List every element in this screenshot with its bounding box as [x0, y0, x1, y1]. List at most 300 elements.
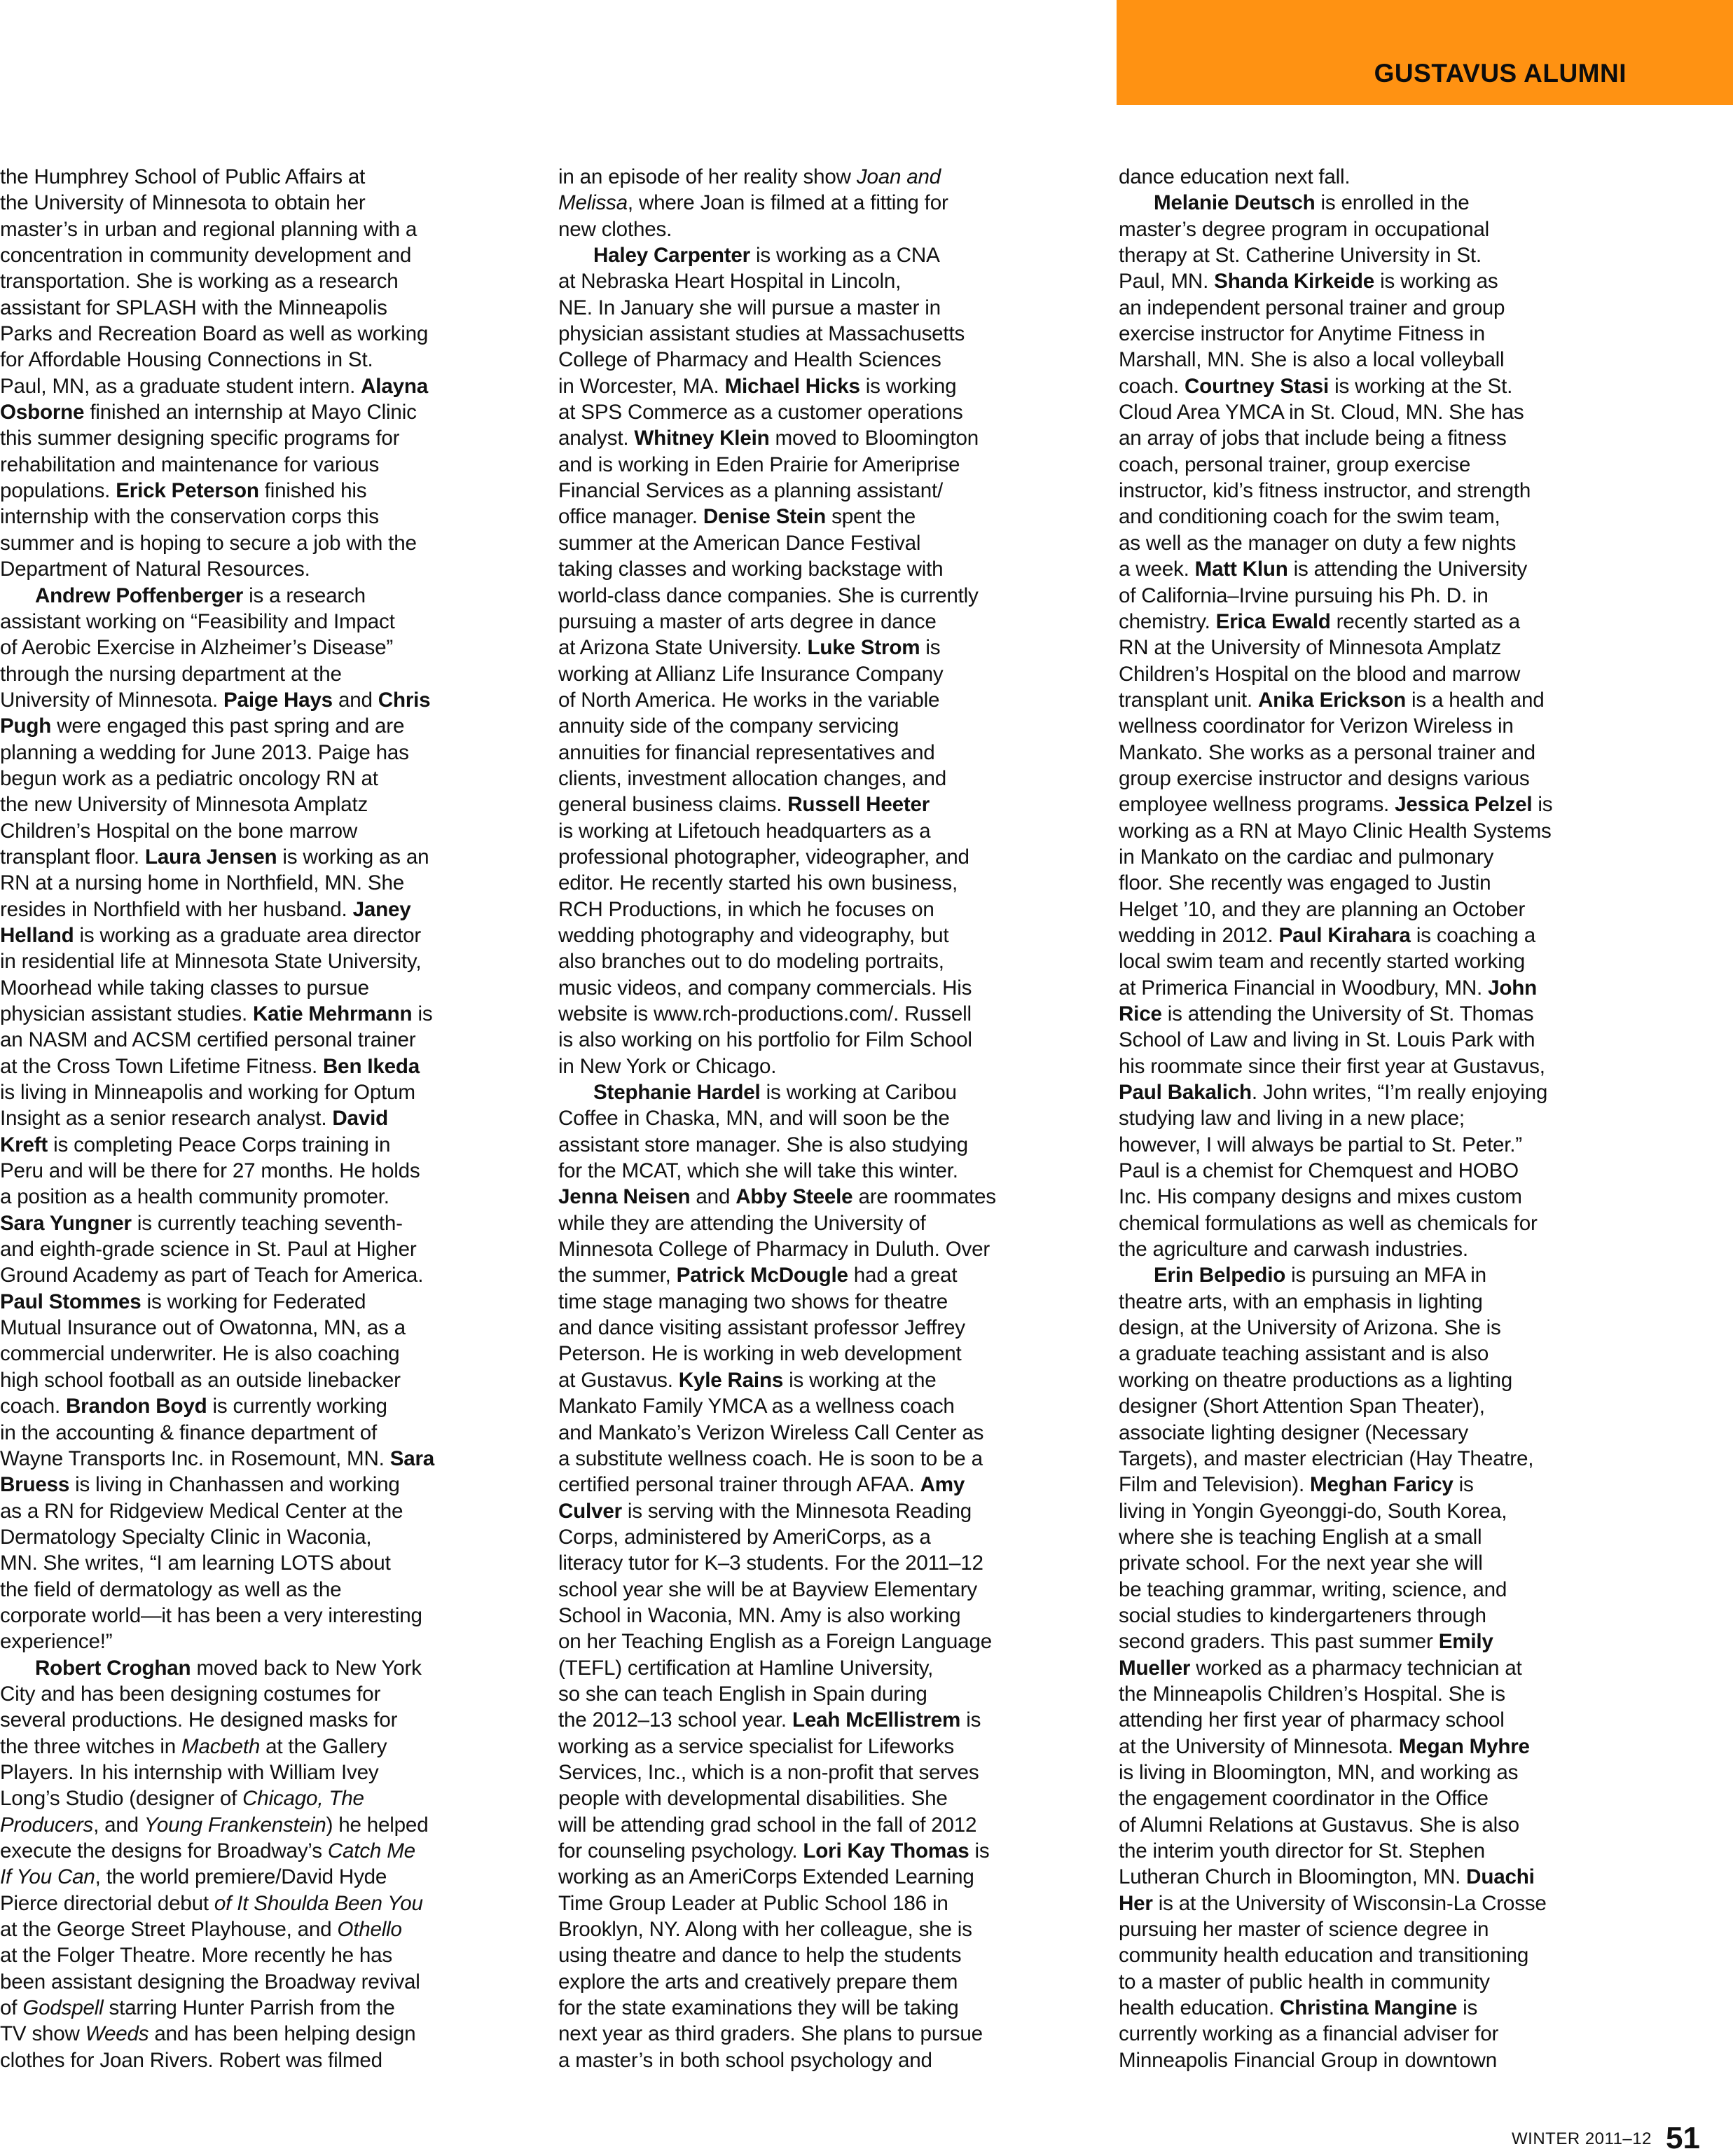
- text-line: [0, 661, 518, 687]
- text-line: [1119, 1734, 1637, 1760]
- text-run: is: [412, 1002, 433, 1025]
- text-line: [1119, 1315, 1637, 1341]
- text-run: the field of dermatology as well as the: [0, 1577, 342, 1601]
- text-run: as a RN for Ridgeview Medical Center at the: [0, 1499, 403, 1523]
- text-line: [1119, 1655, 1637, 1681]
- text-run: at Nebraska Heart Hospital in Lincoln,: [558, 270, 902, 293]
- work-title: Godspell: [22, 1996, 104, 2020]
- text-run: moved to Bloomington: [769, 427, 979, 450]
- text-line: [558, 1393, 1077, 1419]
- text-run: where she is teaching English at a small: [1119, 1525, 1482, 1549]
- text-line: [558, 504, 1077, 530]
- text-run: is attending the University: [1287, 558, 1528, 581]
- text-line: [1119, 1942, 1637, 1968]
- text-run: a substitute wellness coach. He is soon to be a: [558, 1446, 983, 1470]
- text-line: [558, 1053, 1077, 1079]
- text-line: [0, 1132, 518, 1158]
- text-run: in Worcester, MA.: [558, 374, 725, 398]
- text-run: this summer designing specific programs for: [0, 427, 400, 450]
- text-line: [1119, 713, 1637, 739]
- text-line: [1119, 1969, 1637, 1995]
- text-run: had a great: [848, 1264, 958, 1287]
- text-line: [0, 1236, 518, 1262]
- text-run: Brooklyn, NY. Along with her colleague, she is: [558, 1918, 972, 1942]
- alumni-name: Meghan Faricy: [1310, 1473, 1454, 1497]
- text-run: will be attending grad school in the fall of 2012: [558, 1813, 977, 1837]
- alumni-name: Pugh: [0, 714, 52, 738]
- text-run: group exercise instructor and designs various: [1119, 766, 1530, 790]
- text-run: Paul is a chemist for Chemquest and HOBO: [1119, 1159, 1519, 1183]
- text-run: in residential life at Minnesota State University,: [0, 950, 422, 974]
- text-run: for counseling psychology.: [558, 1839, 803, 1863]
- text-line: [0, 242, 518, 268]
- text-line: [1119, 268, 1637, 294]
- article-column-3: [1119, 164, 1637, 2073]
- text-line: [558, 1498, 1077, 1524]
- text-run: transplant floor.: [0, 845, 145, 869]
- paragraph-start-line: [0, 1655, 518, 1681]
- paragraph-start-line: [1119, 190, 1637, 216]
- text-run: at the Folger Theatre. More recently he has: [0, 1944, 393, 1968]
- text-line: [558, 164, 1077, 190]
- text-run: a master’s in both school psychology and: [558, 2048, 932, 2072]
- text-line: [0, 1027, 518, 1053]
- alumni-name: David: [332, 1107, 388, 1131]
- text-line: [0, 1498, 518, 1524]
- alumni-name: Abby Steele: [736, 1185, 853, 1209]
- text-line: [0, 870, 518, 896]
- text-line: [0, 740, 518, 766]
- alumni-name: Laura Jensen: [144, 845, 277, 869]
- text-line: [1119, 295, 1637, 321]
- text-line: [1119, 635, 1637, 661]
- text-run: working as a RN at Mayo Clinic Health Systems: [1119, 819, 1552, 843]
- article-column-2: [558, 164, 1077, 2073]
- text-line: [1119, 1053, 1637, 1079]
- text-line: [558, 1838, 1077, 1864]
- text-line: [0, 1942, 518, 1968]
- text-line: [0, 1315, 518, 1341]
- text-line: [558, 1864, 1077, 1890]
- text-line: [0, 635, 518, 661]
- text-run: high school football as an outside linebacker: [0, 1368, 401, 1392]
- text-run: currently working as a financial adviser for: [1119, 2022, 1499, 2046]
- text-line: [0, 478, 518, 504]
- page-number: 51: [1666, 2121, 1700, 2155]
- text-run: of North America. He works in the variable: [558, 688, 940, 712]
- text-run: is working at the: [783, 1368, 937, 1392]
- text-run: working on theatre productions as a lighting: [1119, 1368, 1513, 1392]
- text-run: a week.: [1119, 558, 1195, 581]
- alumni-name: Emily: [1438, 1630, 1493, 1654]
- text-run: the 2012–13 school year.: [558, 1708, 792, 1732]
- text-line: [558, 1655, 1077, 1681]
- alumni-name: Leah McEllistrem: [792, 1708, 961, 1732]
- text-run: spent the: [826, 505, 916, 529]
- text-line: [0, 609, 518, 635]
- text-run: the interim youth director for St. Stephen: [1119, 1839, 1485, 1863]
- alumni-name: Erin Belpedio: [1154, 1264, 1286, 1287]
- text-run: finished his: [258, 479, 367, 503]
- text-line: [558, 1158, 1077, 1184]
- text-run: Corps, administered by AmeriCorps, as a: [558, 1525, 931, 1549]
- text-run: , and: [93, 1813, 144, 1837]
- text-run: literacy tutor for K–3 students. For the 2011–12: [558, 1552, 983, 1575]
- text-line: [0, 1707, 518, 1733]
- text-run: chemical formulations as well as chemicals for: [1119, 1211, 1538, 1235]
- text-line: [558, 844, 1077, 870]
- text-line: [1119, 2047, 1637, 2073]
- text-run: several productions. He designed masks for: [0, 1708, 398, 1732]
- text-run: is working as an: [277, 845, 429, 869]
- text-run: annuities for financial representatives and: [558, 740, 935, 764]
- text-line: [558, 609, 1077, 635]
- text-run: private school. For the next year she will: [1119, 1552, 1483, 1575]
- text-line: [558, 1367, 1077, 1393]
- text-line: [0, 713, 518, 739]
- work-title: Catch Me: [327, 1839, 415, 1863]
- text-run: is also working on his portfolio for Film School: [558, 1028, 972, 1052]
- text-run: is working as: [1374, 270, 1498, 293]
- text-line: [1119, 870, 1637, 896]
- text-run: clients, investment allocation changes, and: [558, 766, 947, 790]
- text-line: [0, 164, 518, 190]
- text-line: [0, 897, 518, 922]
- alumni-name: Lori Kay Thomas: [803, 1839, 969, 1863]
- text-line: [1119, 609, 1637, 635]
- text-line: [1119, 1184, 1637, 1210]
- text-run: world-class dance companies. She is currently: [558, 583, 979, 607]
- text-line: [558, 2021, 1077, 2047]
- text-run: an NASM and ACSM certified personal trainer: [0, 1028, 416, 1052]
- text-line: [558, 661, 1077, 687]
- text-line: [558, 1446, 1077, 1472]
- text-line: [0, 1184, 518, 1210]
- text-run: finished an internship at Mayo Clinic: [84, 401, 417, 424]
- text-line: [1119, 530, 1637, 556]
- alumni-name: Courtney Stasi: [1185, 374, 1330, 398]
- text-line: [558, 1916, 1077, 1942]
- text-line: [0, 1001, 518, 1027]
- text-line: [558, 1524, 1077, 1550]
- text-line: [0, 1785, 518, 1811]
- text-run: worked as a pharmacy technician at: [1190, 1656, 1522, 1680]
- text-line: [558, 1942, 1077, 1968]
- text-run: general business claims.: [558, 793, 788, 817]
- text-run: is living in Minneapolis and working for Optum: [0, 1081, 415, 1105]
- text-line: [0, 792, 518, 817]
- text-run: physician assistant studies.: [0, 1002, 254, 1025]
- text-line: [0, 1210, 518, 1236]
- text-line: [558, 740, 1077, 766]
- text-line: [1119, 1132, 1637, 1158]
- text-line: [558, 399, 1077, 425]
- text-line: [0, 556, 518, 582]
- text-line: [558, 948, 1077, 974]
- alumni-name: Melanie Deutsch: [1154, 191, 1316, 215]
- alumni-name: Katie Mehrmann: [253, 1002, 413, 1025]
- alumni-name: Ben Ikeda: [323, 1054, 420, 1078]
- text-run: planning a wedding for June 2013. Paige has: [0, 740, 409, 764]
- alumni-name: Haley Carpenter: [593, 244, 750, 268]
- text-run: office manager.: [558, 505, 703, 529]
- text-run: editor. He recently started his own business,: [558, 871, 958, 895]
- text-run: , where Joan is filmed at a fitting for: [627, 191, 948, 215]
- text-run: his roommate since their first year at Gustavus,: [1119, 1054, 1545, 1078]
- text-run: is completing Peace Corps training in: [48, 1133, 391, 1156]
- text-run: of Aerobic Exercise in Alzheimer’s Disease”: [0, 636, 394, 660]
- text-line: [0, 321, 518, 347]
- text-line: [0, 425, 518, 451]
- text-run: for the MCAT, which she will take this winter.: [558, 1159, 958, 1183]
- text-run: Children’s Hospital on the blood and marrow: [1119, 662, 1521, 686]
- text-line: [558, 766, 1077, 792]
- text-line: [1119, 1341, 1637, 1367]
- text-run: is attending the University of St. Thomas: [1161, 1002, 1534, 1025]
- alumni-name: Jenna Neisen: [558, 1185, 691, 1209]
- text-run: the Humphrey School of Public Affairs at: [0, 165, 366, 188]
- text-run: school year she will be at Bayview Elementary: [558, 1577, 977, 1601]
- text-run: is at the University of Wisconsin-La Crosse: [1152, 1891, 1547, 1915]
- text-run: design, at the University of Arizona. She is: [1119, 1316, 1501, 1340]
- text-line: [0, 1838, 518, 1864]
- text-run: new clothes.: [558, 217, 672, 241]
- paragraph-start-line: [1119, 1262, 1637, 1288]
- text-line: [558, 1995, 1077, 2021]
- alumni-name: Michael Hicks: [724, 374, 860, 398]
- text-run: Ground Academy as part of Teach for America.: [0, 1264, 424, 1287]
- text-line: [0, 1053, 518, 1079]
- text-line: [1119, 897, 1637, 922]
- text-line: [1119, 1446, 1637, 1472]
- text-run: is working at Lifetouch headquarters as a: [558, 819, 931, 843]
- text-run: and conditioning coach for the swim team,: [1119, 505, 1500, 529]
- alumni-name: Erick Peterson: [116, 479, 259, 503]
- text-run: working as a service specialist for Lifeworks: [558, 1734, 955, 1758]
- text-line: [1119, 1995, 1637, 2021]
- section-header-bar: [1117, 0, 1733, 105]
- text-line: [1119, 844, 1637, 870]
- text-run: Moorhead while taking classes to pursue: [0, 976, 369, 1000]
- alumni-name: Osborne: [0, 401, 85, 424]
- text-line: [1119, 1760, 1637, 1785]
- text-line: [558, 1681, 1077, 1707]
- text-run: TV show: [0, 2022, 85, 2046]
- text-run: the engagement coordinator in the Office: [1119, 1787, 1489, 1811]
- text-run: for Affordable Housing Connections in St.: [0, 348, 373, 372]
- text-line: [0, 347, 518, 373]
- text-run: coach, personal trainer, group exercise: [1119, 452, 1471, 476]
- alumni-name: Helland: [0, 923, 74, 947]
- alumni-name: Erica Ewald: [1215, 609, 1331, 633]
- text-line: [0, 1079, 518, 1105]
- text-run: transportation. She is working as a research: [0, 270, 399, 293]
- text-run: at Primerica Financial in Woodbury, MN.: [1119, 976, 1489, 1000]
- text-run: begun work as a pediatric oncology RN at: [0, 766, 378, 790]
- text-line: [1119, 1079, 1637, 1105]
- alumni-name: Janey: [352, 897, 411, 921]
- text-line: [1119, 1001, 1637, 1027]
- text-line: [0, 1891, 518, 1916]
- text-run: assistant store manager. She is also studying: [558, 1133, 968, 1156]
- text-run: master’s degree program in occupational: [1119, 217, 1490, 241]
- text-line: [0, 1864, 518, 1890]
- text-run: execute the designs for Broadway’s: [0, 1839, 328, 1863]
- text-run: Insight as a senior research analyst.: [0, 1107, 333, 1131]
- text-run: , the world premiere/David Hyde: [95, 1865, 387, 1889]
- text-run: an independent personal trainer and group: [1119, 296, 1505, 319]
- text-run: chemistry.: [1119, 609, 1216, 633]
- text-run: at Gustavus.: [558, 1368, 679, 1392]
- issue-label: WINTER 2011–12: [1512, 2129, 1652, 2148]
- text-run: an array of jobs that include being a fitness: [1119, 427, 1507, 450]
- text-run: . John writes, “I’m really enjoying: [1251, 1081, 1548, 1105]
- text-line: [0, 1916, 518, 1942]
- text-line: [1119, 1158, 1637, 1184]
- text-run: Inc. His company designs and mixes custom: [1119, 1185, 1522, 1209]
- text-line: [558, 1891, 1077, 1916]
- text-line: [558, 1629, 1077, 1654]
- text-line: [0, 1105, 518, 1131]
- text-run: wellness coordinator for Verizon Wireless in: [1119, 714, 1514, 738]
- text-line: [0, 1158, 518, 1184]
- text-run: were engaged this past spring and are: [51, 714, 405, 738]
- text-line: [1119, 740, 1637, 766]
- text-run: the University of Minnesota to obtain her: [0, 191, 366, 215]
- text-line: [0, 1603, 518, 1629]
- text-run: at the Gallery: [260, 1734, 387, 1758]
- text-run: City and has been designing costumes for: [0, 1682, 381, 1706]
- text-line: [0, 530, 518, 556]
- text-line: [0, 687, 518, 713]
- text-run: is serving with the Minnesota Reading: [621, 1499, 972, 1523]
- work-title: Othello: [337, 1918, 402, 1942]
- text-run: pursuing a master of arts degree in dance: [558, 609, 937, 633]
- alumni-name: Andrew Poffenberger: [35, 583, 244, 607]
- text-run: and has been helping design: [149, 2022, 416, 2046]
- text-line: [558, 190, 1077, 216]
- work-title: Weeds: [85, 2022, 149, 2046]
- text-run: is: [1453, 1473, 1474, 1497]
- text-line: [558, 975, 1077, 1001]
- text-line: [1119, 1550, 1637, 1576]
- text-run: Paul, MN, as a graduate student intern.: [0, 374, 361, 398]
- text-run: while they are attending the University of: [558, 1211, 926, 1235]
- text-line: [558, 347, 1077, 373]
- text-run: is: [920, 636, 941, 660]
- alumni-name: Culver: [558, 1499, 622, 1523]
- text-run: is working as a CNA: [750, 244, 940, 268]
- text-line: [1119, 583, 1637, 609]
- text-run: Children’s Hospital on the bone marrow: [0, 819, 358, 843]
- text-run: the Minneapolis Children’s Hospital. She is: [1119, 1682, 1505, 1706]
- work-title: Macbeth: [181, 1734, 261, 1758]
- text-run: and eighth-grade science in St. Paul at Higher: [0, 1238, 417, 1262]
- text-run: social studies to kindergarteners through: [1119, 1603, 1486, 1627]
- text-line: [558, 922, 1077, 948]
- text-run: the summer,: [558, 1264, 677, 1287]
- text-line: [1119, 661, 1637, 687]
- text-line: [558, 635, 1077, 661]
- text-line: [1119, 1420, 1637, 1446]
- text-run: Department of Natural Resources.: [0, 558, 310, 581]
- text-run: and: [690, 1185, 736, 1209]
- text-line: [0, 1393, 518, 1419]
- text-run: pursuing her master of science degree in: [1119, 1918, 1489, 1942]
- text-run: also branches out to do modeling portraits,: [558, 950, 944, 974]
- text-line: [1119, 321, 1637, 347]
- text-line: [0, 1446, 518, 1472]
- text-run: on her Teaching English as a Foreign Language: [558, 1630, 992, 1654]
- text-run: Paul, MN.: [1119, 270, 1215, 293]
- text-line: [0, 1420, 518, 1446]
- text-run: (TEFL) certification at Hamline University,: [558, 1656, 934, 1680]
- text-run: Helget ’10, and they are planning an October: [1119, 897, 1526, 921]
- alumni-name: Whitney Klein: [634, 427, 770, 450]
- text-run: is a research: [243, 583, 366, 607]
- text-line: [558, 1734, 1077, 1760]
- text-run: a graduate teaching assistant and is also: [1119, 1342, 1489, 1366]
- text-line: [0, 295, 518, 321]
- text-run: RCH Productions, in which he focuses on: [558, 897, 934, 921]
- text-line: [1119, 1603, 1637, 1629]
- text-line: [0, 1550, 518, 1576]
- text-run: at Arizona State University.: [558, 636, 808, 660]
- text-run: employee wellness programs.: [1119, 793, 1395, 817]
- text-run: music videos, and company commercials. His: [558, 976, 972, 1000]
- text-run: community health education and transitioning: [1119, 1944, 1529, 1968]
- text-run: commercial underwriter. He is also coaching: [0, 1342, 400, 1366]
- text-run: populations.: [0, 479, 116, 503]
- text-run: is working as a graduate area director: [74, 923, 422, 947]
- text-run: Mankato. She works as a personal trainer and: [1119, 740, 1535, 764]
- text-line: [1119, 975, 1637, 1001]
- text-run: Coffee in Chaska, MN, and will soon be the: [558, 1107, 950, 1131]
- text-line: [1119, 766, 1637, 792]
- text-line: [0, 1734, 518, 1760]
- text-run: Services, Inc., which is a non-profit that serves: [558, 1760, 979, 1784]
- work-title: Young Frankenstein: [144, 1813, 326, 1837]
- text-line: [1119, 1472, 1637, 1498]
- text-line: [0, 1472, 518, 1498]
- text-line: [1119, 1289, 1637, 1315]
- alumni-name: Kreft: [0, 1133, 48, 1156]
- alumni-name: Jessica Pelzel: [1395, 793, 1533, 817]
- text-run: using theatre and dance to help the students: [558, 1944, 962, 1968]
- text-run: master’s in urban and regional planning with a: [0, 217, 417, 241]
- text-run: Time Group Leader at Public School 186 in: [558, 1891, 948, 1915]
- text-line: [1119, 242, 1637, 268]
- text-line: [558, 1472, 1077, 1498]
- text-line: [558, 452, 1077, 478]
- paragraph-start-line: [558, 242, 1077, 268]
- text-line: [558, 1550, 1077, 1576]
- text-line: [558, 373, 1077, 399]
- text-line: [0, 452, 518, 478]
- text-run: is coaching a: [1410, 923, 1535, 947]
- alumni-name: Amy: [920, 1473, 965, 1497]
- text-line: [558, 897, 1077, 922]
- text-run: and dance visiting assistant professor Jeffrey: [558, 1316, 965, 1340]
- alumni-name: Her: [1119, 1891, 1153, 1915]
- text-run: of Alumni Relations at Gustavus. She is also: [1119, 1813, 1519, 1837]
- alumni-name: Paul Kirahara: [1278, 923, 1411, 947]
- text-run: a position as a health community promoter.: [0, 1185, 389, 1209]
- text-run: clothes for Joan Rivers. Robert was filmed: [0, 2048, 382, 2072]
- alumni-name: Paul Bakalich: [1119, 1081, 1252, 1105]
- text-line: [0, 948, 518, 974]
- text-line: [1119, 1393, 1637, 1419]
